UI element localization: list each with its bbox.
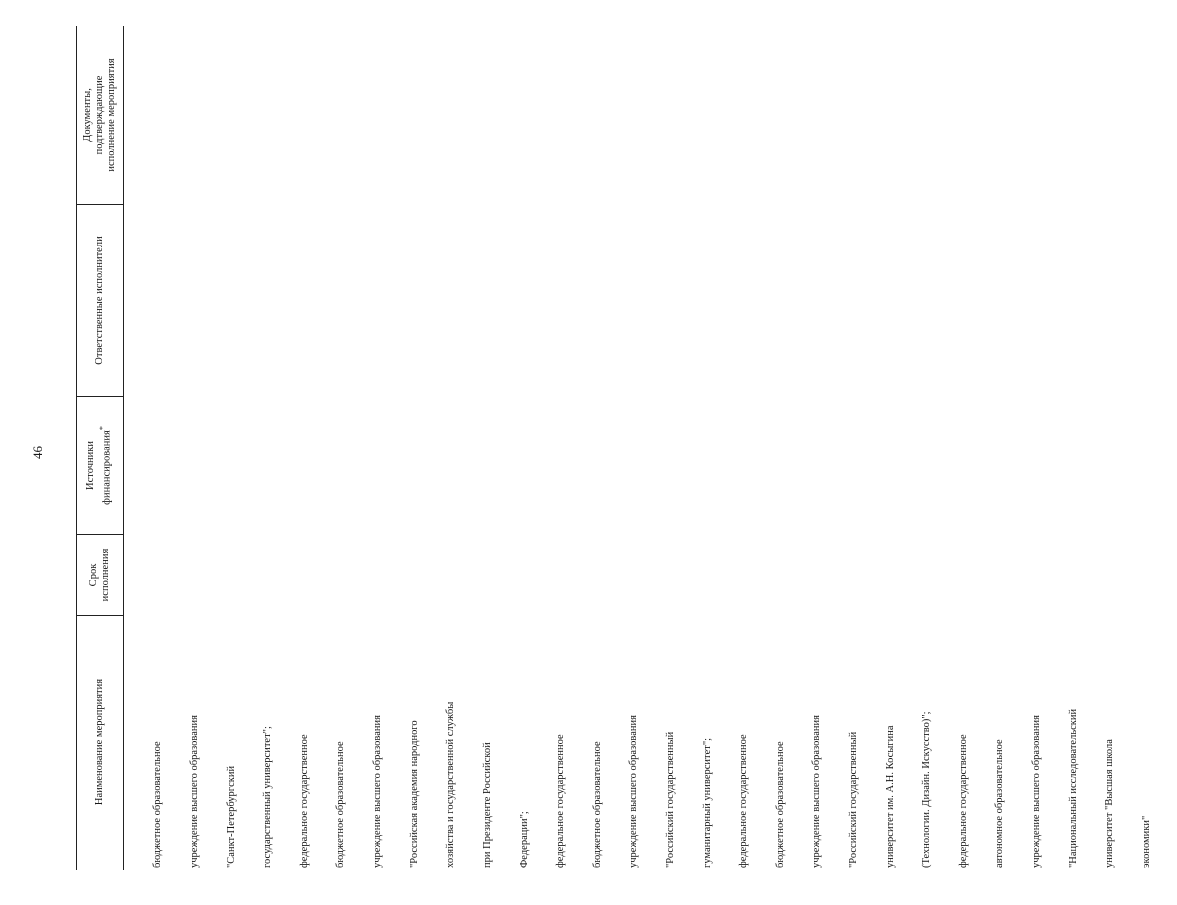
text-line: гуманитарный университет"; xyxy=(701,737,713,868)
header-deadline: Срок исполнения xyxy=(87,548,111,602)
text-line: учреждение высшего образования xyxy=(189,715,201,868)
text-line: бюджетное образовательное xyxy=(335,741,347,868)
text-line: "Национальный исследовательский xyxy=(1067,708,1079,868)
text-line: Федерации"; xyxy=(518,811,530,868)
text-line: федеральное государственное xyxy=(738,734,750,868)
text-line: федеральное государственное xyxy=(957,734,969,868)
text-line: экономики" xyxy=(1140,815,1152,868)
text-line: "Российская академия народного xyxy=(408,720,420,868)
header-documents: Документы, подтверждающие исполнение мероприятия xyxy=(81,58,117,172)
text-line: автономное образовательное xyxy=(994,739,1006,868)
text-line: университет "Высшая школа xyxy=(1104,739,1116,868)
text-line: (Технологии. Дизайн. Искусство)"; xyxy=(921,711,933,868)
page-number: 46 xyxy=(30,446,45,459)
text-line: "Российский государственный xyxy=(664,731,676,868)
table-header-rule xyxy=(123,26,124,870)
text-line: государственный университет"; xyxy=(262,726,274,868)
text-line: бюджетное образовательное xyxy=(774,741,786,868)
text-line: учреждение высшего образования xyxy=(1031,715,1043,868)
header-funding: Источники финансирования* xyxy=(85,426,113,505)
text-line: "Российский государственный xyxy=(847,731,859,868)
text-line: бюджетное образовательное xyxy=(591,741,603,868)
header-name: Наименование мероприятия xyxy=(93,678,105,806)
text-line: федеральное государственное xyxy=(555,734,567,868)
text-line: при Президенте Российской xyxy=(481,742,493,868)
text-line: "Санкт-Петербургский xyxy=(225,765,237,868)
text-line: хозяйства и государственной службы xyxy=(445,701,457,868)
text-line: федеральное государственное xyxy=(298,734,310,868)
header-responsible: Ответственные исполнители xyxy=(93,236,105,365)
cell-measure-name xyxy=(128,618,1177,868)
text-line: учреждение высшего образования xyxy=(372,715,384,868)
footnote-mark: * xyxy=(98,426,108,431)
text-line: университет им. А.Н. Косыгина xyxy=(884,725,896,868)
text-line: учреждение высшего образования xyxy=(811,715,823,868)
text-line: учреждение высшего образования xyxy=(628,715,640,868)
text-line: бюджетное образовательное xyxy=(152,741,164,868)
